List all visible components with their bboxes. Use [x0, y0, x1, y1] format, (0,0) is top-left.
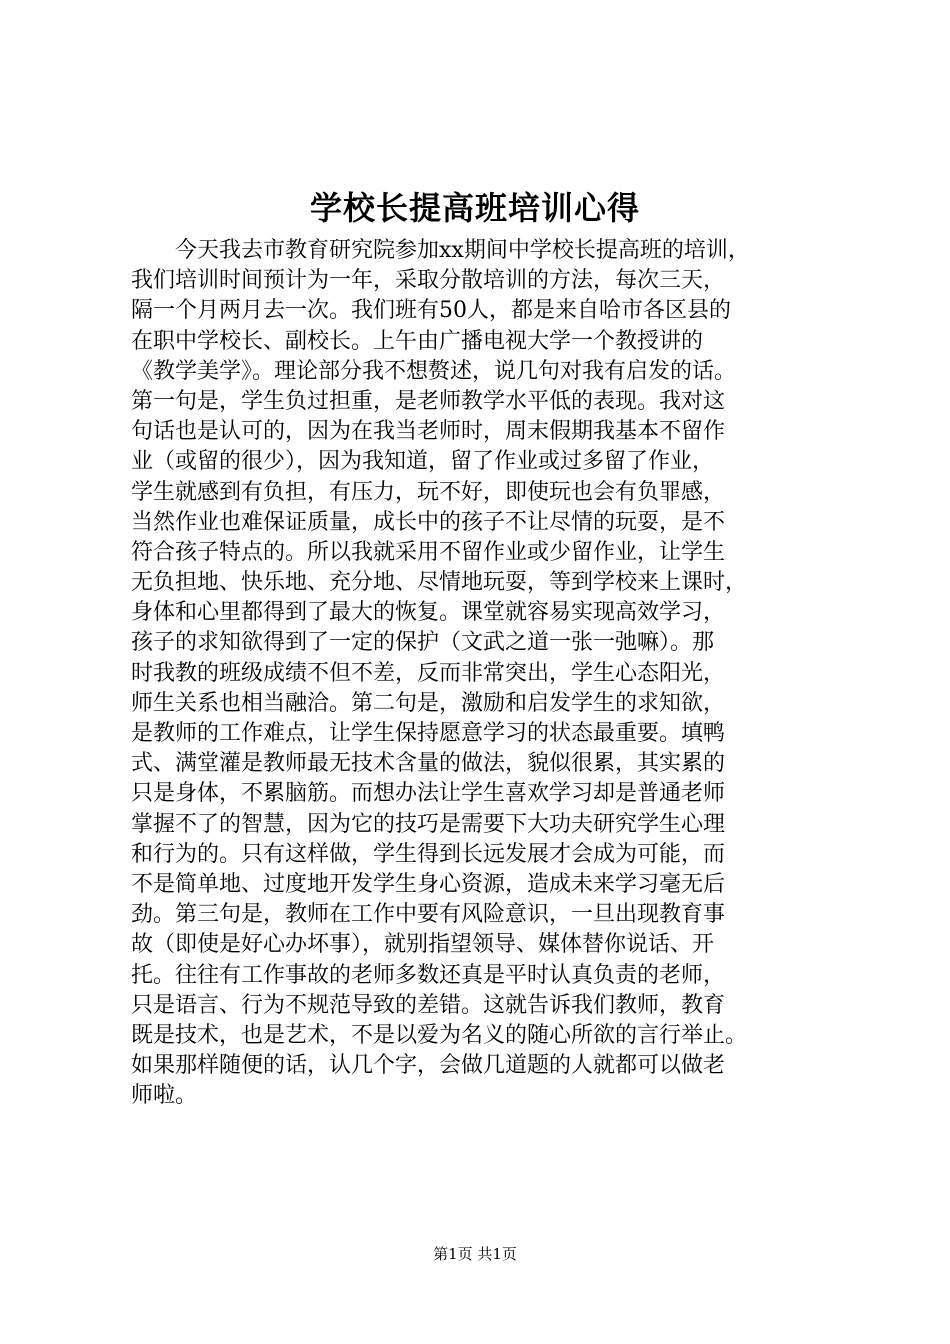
- body-line: 身体和心里都得到了最大的恢复。课堂就容易实现高效学习，: [131, 600, 726, 626]
- body-line: 师啦。: [131, 1083, 198, 1109]
- body-line: 劲。第三句是，教师在工作中要有风险意识，一旦出现教育事: [131, 902, 726, 928]
- body-line: 时我教的班级成绩不但不差，反而非常突出，学生心态阳光，: [131, 660, 726, 686]
- body-line: 既是技术，也是艺术，不是以爱为名义的随心所欲的言行举止。: [131, 1022, 748, 1048]
- body-line: 业（或留的很少），因为我知道，留了作业或过多留了作业，: [131, 449, 715, 475]
- document-body: [131, 236, 851, 1111]
- body-line: 句话也是认可的，因为在我当老师时，周末假期我基本不留作: [131, 419, 726, 445]
- body-line: 如果那样随便的话，认几个字，会做几道题的人就都可以做老: [131, 1053, 726, 1079]
- body-line: 式、满堂灌是教师最无技术含量的做法，貌似很累，其实累的: [131, 751, 726, 777]
- body-line: 今天我去市教育研究院参加xx期间中学校长提高班的培训，: [175, 238, 750, 263]
- body-line: 和行为的。只有这样做，学生得到长远发展才会成为可能，而: [131, 841, 726, 867]
- body-line: 托。往往有工作事故的老师多数还真是平时认真负责的老师，: [131, 962, 726, 988]
- body-line: 在职中学校长、副校长。上午由广播电视大学一个教授讲的: [131, 328, 704, 354]
- body-line: 掌握不了的智慧，因为它的技巧是需要下大功夫研究学生心理: [131, 811, 726, 837]
- body-line: 师生关系也相当融洽。第二句是，激励和启发学生的求知欲，: [131, 690, 726, 716]
- body-line: 无负担地、快乐地、充分地、尽情地玩耍，等到学校来上课时，: [131, 570, 748, 596]
- document-title: 学校长提高班培训心得: [309, 189, 640, 227]
- body-line: 符合孩子特点的。所以我就采用不留作业或少留作业，让学生: [131, 539, 726, 565]
- page-footer: 第1页 共1页: [433, 1245, 517, 1263]
- body-line: 只是语言、行为不规范导致的差错。这就告诉我们教师，教育: [131, 992, 726, 1018]
- body-line: 只是身体，不累脑筋。而想办法让学生喜欢学习却是普通老师: [131, 781, 726, 807]
- body-line: 孩子的求知欲得到了一定的保护（文武之道一张一弛嘛）。那: [131, 630, 715, 656]
- body-line: 隔一个月两月去一次。我们班有50人，都是来自哈市各区县的: [131, 298, 731, 324]
- body-line: 是教师的工作难点，让学生保持愿意学习的状态最重要。填鸭: [131, 721, 726, 746]
- body-line: 当然作业也难保证质量，成长中的孩子不让尽情的玩耍，是不: [131, 509, 726, 535]
- body-line: 第一句是，学生负过担重，是老师教学水平低的表现。我对这: [131, 388, 726, 414]
- body-line: 学生就感到有负担，有压力，玩不好，即使玩也会有负罪感，: [131, 479, 726, 505]
- body-line: 不是简单地、过度地开发学生身心资源，造成未来学习毫无后: [131, 871, 726, 897]
- body-line: 故（即使是好心办坏事），就别指望领导、媒体替你说话、开: [131, 932, 715, 958]
- body-line: 我们培训时间预计为一年，采取分散培训的方法，每次三天，: [131, 268, 726, 294]
- body-line: 《教学美学》。理论部分我不想赘述，说几句对我有启发的话。: [131, 358, 737, 384]
